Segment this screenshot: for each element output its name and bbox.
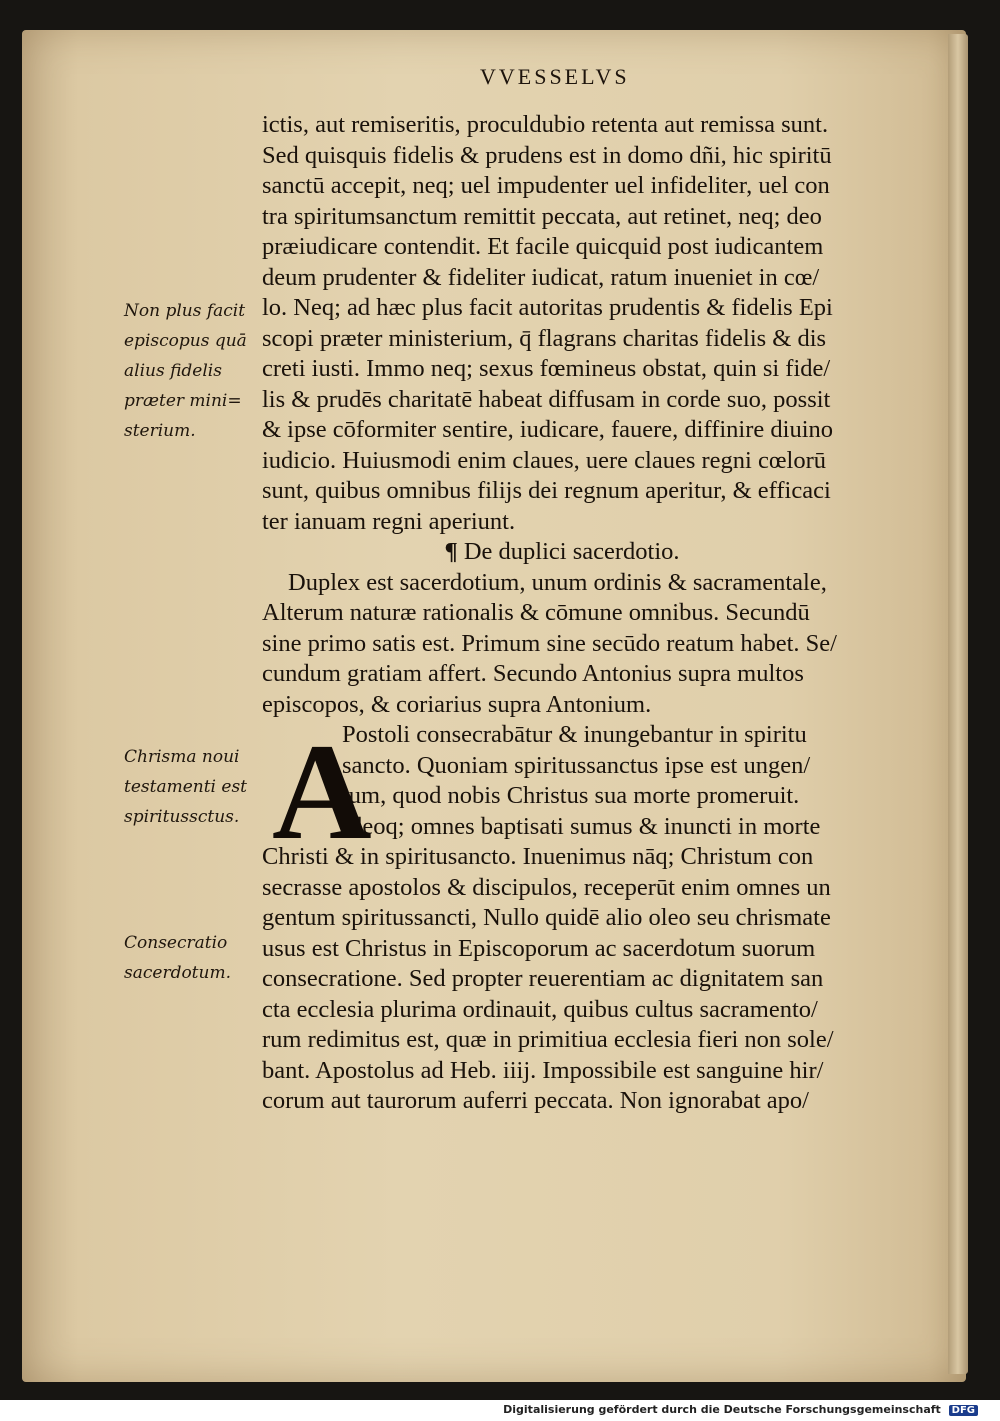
section-heading: [262, 537, 942, 568]
page-edge: [948, 34, 968, 1374]
text-line: cta ecclesia plurima ordinauit, quibus cultus sacramento/: [262, 995, 818, 1023]
margin-note-line: spiritussctus.: [124, 807, 240, 827]
text-line: Sed quisquis fidelis & prudens est in domo dñi, hic spiritū: [262, 141, 832, 169]
text-line: & ipse cōformiter sentire, iudicare, fauere, diffinire diuino: [262, 416, 834, 443]
running-title: VVESSELVS: [480, 64, 630, 89]
drop-initial: A: [272, 715, 372, 868]
text-line: Alterum naturæ rationalis & cōmune omnibus. Secundū: [262, 599, 810, 626]
section-heading-text: De duplici sacerdotio.: [463, 538, 680, 565]
footer-bar: [0, 1400, 1000, 1421]
footer-credit-container: [503, 1403, 978, 1416]
text-line: deum prudenter & fideliter iudicat, ratum inueniet in cœ/: [262, 263, 820, 291]
main-text-column: [262, 110, 942, 1117]
margin-note-3: [124, 928, 264, 988]
text-line: iudicio. Huiusmodi enim claues, uere claues regni cœlorū: [262, 446, 827, 474]
text-line: creti iusti. Immo neq; sexus fœmineus obstat, quin si fide/: [262, 355, 831, 382]
margin-note-line: Chrisma noui: [124, 747, 240, 767]
text-line: tum, quod nobis Christus sua morte promeruit.: [342, 782, 800, 809]
text-line: rum redimitus est, quæ in primitiua ecclesia fieri non sole/: [262, 1026, 834, 1053]
text-line: Postoli consecrabātur & inungebantur in spiritu: [342, 721, 807, 748]
margin-note-2: [124, 742, 264, 832]
margin-note-1: [124, 296, 264, 446]
text-line: Duplex est sacerdotium, unum ordinis & sacramentale,: [288, 568, 827, 596]
text-line: cundum gratiam affert. Secundo Antonius supra multos: [262, 660, 804, 687]
margin-note-line: alius fidelis: [124, 361, 222, 381]
text-line: lo. Neq; ad hæc plus facit autoritas prudentis & fidelis Epi: [262, 294, 833, 321]
text-line: ter ianuam regni aperiunt.: [262, 507, 516, 535]
margin-note-line: episcopus quā: [124, 331, 247, 351]
text-line: corum aut taurorum auferri peccata. Non ignorabat apo/: [262, 1087, 809, 1114]
text-line: tra spiritumsanctum remittit peccata, aut retinet, neq; deo: [262, 202, 822, 230]
text-line: Ideoq; omnes baptisati sumus & inuncti in morte: [342, 812, 821, 840]
text-line: lis & prudēs charitatē habeat diffusam in corde suo, possit: [262, 385, 831, 413]
text-line: præiudicare contendit. Et facile quicquid post iudicantem: [262, 233, 824, 260]
text-line: episcopos, & coriarius supra Antonium.: [262, 690, 652, 718]
text-line: sancto. Quoniam spiritussanctus ipse est ungen/: [342, 751, 811, 779]
dfg-logo-icon: DFG: [949, 1405, 978, 1416]
text-line: usus est Christus in Episcoporum ac sacerdotum suorum: [262, 934, 816, 962]
text-line: consecratione. Sed propter reuerentiam ac dignitatem san: [262, 965, 824, 992]
text-line: sunt, quibus omnibus filijs dei regnum aperitur, & efficaci: [262, 477, 831, 504]
text-line: Christi & in spiritusancto. Inuenimus nāq; Christum con: [262, 843, 814, 870]
paragraph-mark-icon: ¶: [444, 538, 458, 565]
margin-note-line: sacerdotum.: [124, 963, 231, 983]
margin-note-line: Consecratio: [124, 933, 228, 953]
margin-note-line: testamenti est: [124, 777, 248, 797]
text-line: ictis, aut remiseritis, proculdubio retenta aut remissa sunt.: [262, 111, 829, 138]
margin-note-line: Non plus facit: [124, 301, 246, 321]
margin-note-line: præter mini=: [124, 391, 242, 411]
text-line: scopi præter ministerium, q̄ flagrans charitas fidelis & dis: [262, 324, 827, 352]
text-line: sanctū accepit, neq; uel impudenter uel infideliter, uel con: [262, 172, 830, 199]
footer-credit: Digitalisierung gefördert durch die Deutsche Forschungsgemeinschaft: [503, 1403, 941, 1416]
text-line: bant. Apostolus ad Heb. iiij. Impossibile est sanguine hir/: [262, 1056, 824, 1084]
text-line: secrasse apostolos & discipulos, receperūt enim omnes un: [262, 873, 831, 901]
text-line: sine primo satis est. Primum sine secūdo reatum habet. Se/: [262, 629, 837, 657]
margin-note-line: sterium.: [124, 421, 196, 441]
text-line: gentum spiritussancti, Nullo quidē alio oleo seu chrismate: [262, 904, 831, 931]
